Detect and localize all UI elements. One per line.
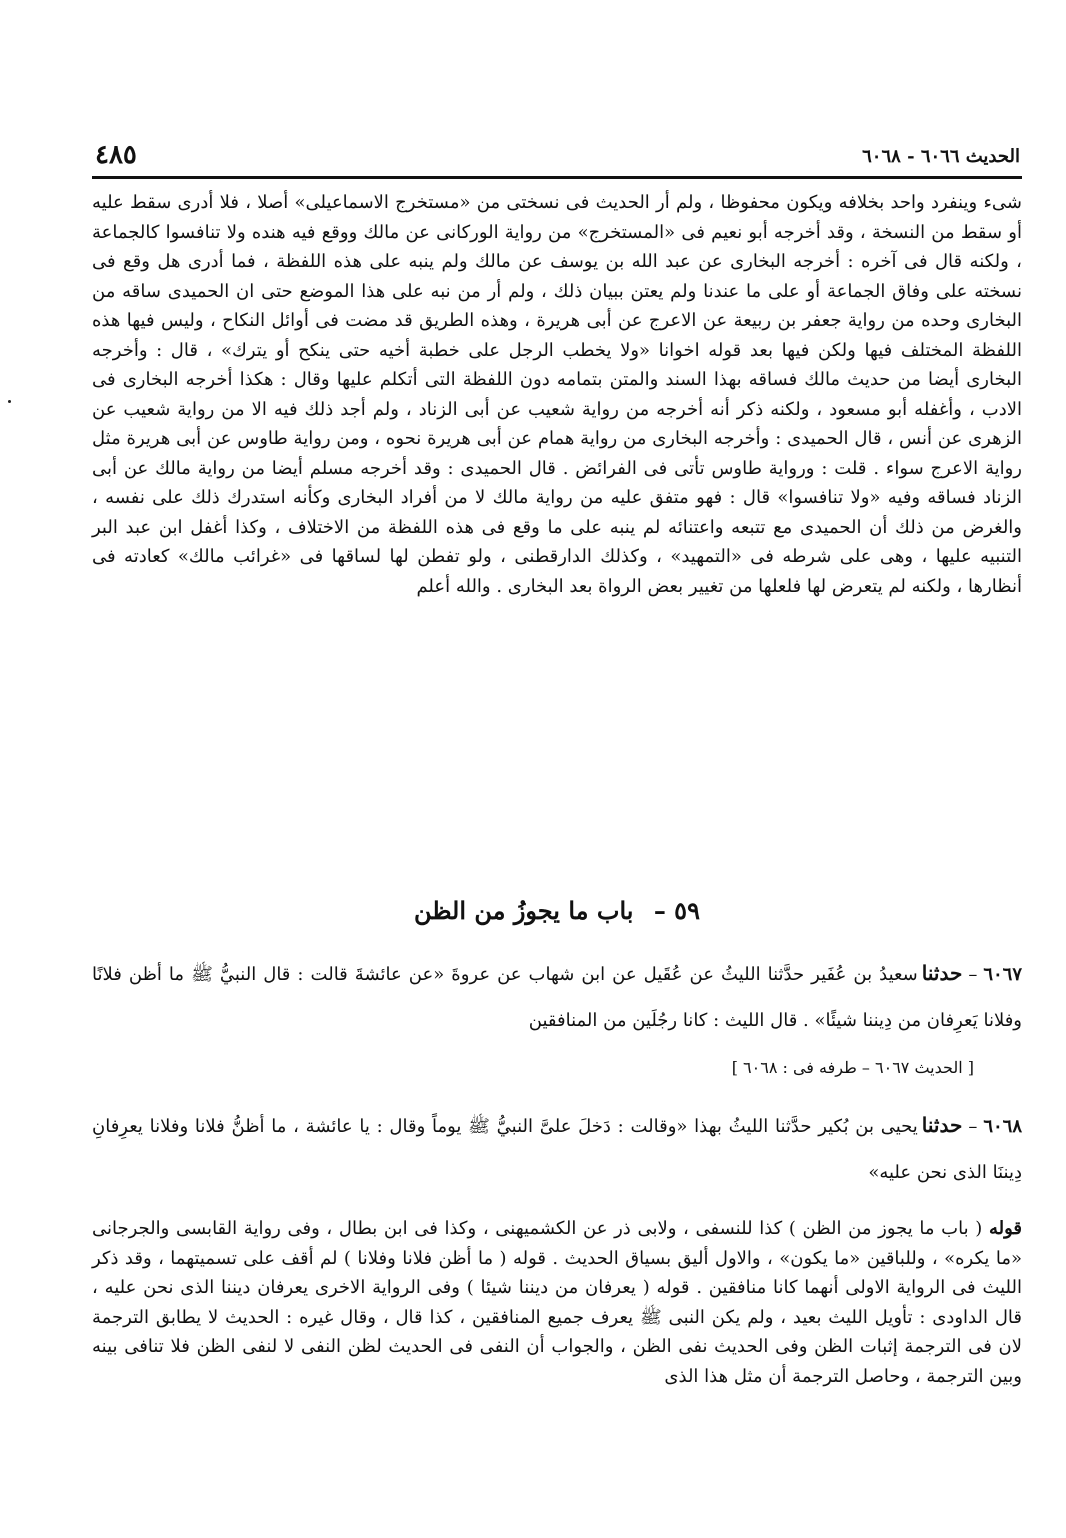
hadith-keyword: حدثنا — [921, 1113, 963, 1137]
chapter-heading — [92, 896, 1022, 925]
hadith-number: ٦٠٦٧ — [983, 964, 1022, 985]
commentary-bottom-text: ( باب ما يجوز من الظن ) كذا للنسفى ، ولابى ذر عن الكشميهنى ، وكذا فى ابن بطال ، وفى رواية القابسى والجرجانى «ما يكره» ، وللباقين «ما يكون» ، والاول أليق بسياق الحديث . قوله ( ما أظن فلانا وفلانا ) لم أقف على تسميتهما ، وقد ذكر الليث فى الرواية الاولى أنهما كانا منافقين . قوله ( يعرفان من ديننا شيئا ) وفى الرواية الاخرى يعرفان ديننا الذى نحن عليه ، قال الداودى : تأويل الليث بعيد ، ولم يكن النبى ﷺ يعرف جميع المنافقين ، كذا قال ، وقال غيره : الحديث لا يطابق الترجمة لان فى الترجمة إثبات الظن وفى الحديث نفى الظن ، والجواب أن النفى فى الحديث لظن النفى لا لنفى الظن فلا تنافى بينه وبين الترجمة ، وحاصل الترجمة أن مثل هذا الذى — [92, 1218, 1022, 1387]
hadith-dash: – — [968, 1116, 978, 1137]
cross-reference: [ الحديث ٦٠٦٧ – طرفه فى : ٦٠٦٨ ] — [731, 1058, 974, 1077]
hadith-text: يحيى بن بُكير حدَّثنا الليثُ بهذا «وقالت : دَخلَ علىَّ النبيُّ ﷺ يوماً وقال : يا عائشة ، ما أظنُّ فلانا وفلانا يعرِفانِ دِيننَا الذى نحن عليه» — [92, 1116, 1022, 1183]
margin-speck — [8, 400, 11, 403]
hadith-6068 — [92, 1102, 1022, 1196]
running-head: الحديث ٦٠٦٦ - ٦٠٦٨ — [862, 146, 1020, 167]
page-number: ٤٨٥ — [95, 140, 137, 170]
hadith-keyword: حدثنا — [921, 961, 963, 985]
chapter-number: ٥٩ – — [653, 896, 700, 925]
qawluh-label: قوله — [988, 1218, 1022, 1239]
hadith-number: ٦٠٦٨ — [983, 1116, 1022, 1137]
chapter-title: باب ما يجوزُ من الظن — [414, 896, 634, 925]
commentary-top: شىء وينفرد واحد بخلافه ويكون محفوظا ، ولم أر الحديث فى نسختى من «مستخرج الاسماعيلى» أصلا ، فلا أدرى سقط عليه أو سقط من النسخة ، وقد أخرجه أبو نعيم فى «المستخرج» من رواية الوركانى عن مالك ووقع فيه هنده ولا تنافسوا كالجماعة ، ولكنه قال فى آخره : أخرجه البخارى عن عبد الله بن يوسف عن مالك ولم ينبه على هذه اللفظة ، فما أدرى هل وقع فى نسخته على وفاق الجماعة أو على ما عندنا ولم يعتن ببيان ذلك ، ولم أر من نبه على هذا الموضع حتى ان الحميدى ساقه من البخارى وحده من رواية جعفر بن ربيعة عن الاعرج عن أبى هريرة ، وهذه الطريق قد مضت فى أوائل النكاح ، وليس فيها هذه اللفظة المختلف فيها ولكن فيها بعد قوله اخوانا «ولا يخطب الرجل على خطبة أخيه حتى ينكح أو يترك» ، قال : وأخرجه البخارى أيضا من حديث مالك فساقه بهذا السند والمتن بتمامه دون اللفظة التى أتكلم عليها وقال : هكذا أخرجه البخارى فى الادب ، وأغفله أبو مسعود ، ولكنه ذكر أنه أخرجه من رواية شعيب عن أبى الزناد ، ولم أجد ذلك فيه الا من رواية شعيب عن الزهرى عن أنس ، قال الحميدى : وأخرجه البخارى من رواية همام عن أبى هريرة نحوه ، ومن رواية طاوس عن أبى هريرة مثل رواية الاعرج سواء . قلت : ورواية طاوس تأتى فى الفرائض . قال الحميدى : وقد أخرجه مسلم أيضا من رواية مالك عن أبى الزناد فساقه وفيه «ولا تنافسوا» قال : فهو متفق عليه من رواية مالك لا من أفراد البخارى وكأنه استدرك ذلك على نفسه ، والغرض من ذلك أن الحميدى مع تتبعه واعتنائه لم ينبه على ما وقع فى هذه اللفظة من الاختلاف ، وكذا أغفل ابن عبد البر التنبيه عليها ، وهى على شرطه فى «التمهيد» ، وكذلك الدارقطنى ، ولو تفطن لها لساقها فى «غرائب مالك» كعادته فى أنظارها ، ولكنه لم يتعرض لها فلعلها من تغيير بعض الرواة بعد البخارى . والله أعلم — [92, 192, 1022, 597]
page-header — [95, 140, 1020, 176]
header-rule — [92, 176, 1022, 179]
hadith-6067 — [92, 950, 1022, 1044]
hadith-dash: – — [968, 964, 978, 985]
commentary-bottom — [92, 1214, 1022, 1391]
hadith-text: سعيدُ بن عُفَير حدَّثنا الليثُ عن عُقَيل عن ابن شهاب عن عروةَ «عن عائشةَ قالت : قال النبيُّ ﷺ ما أظن فلانًا وفلانا يَعرِفان من دِيننا شيئًا» . قال الليث : كانا رجُلَين من المنافقين — [92, 964, 1022, 1031]
